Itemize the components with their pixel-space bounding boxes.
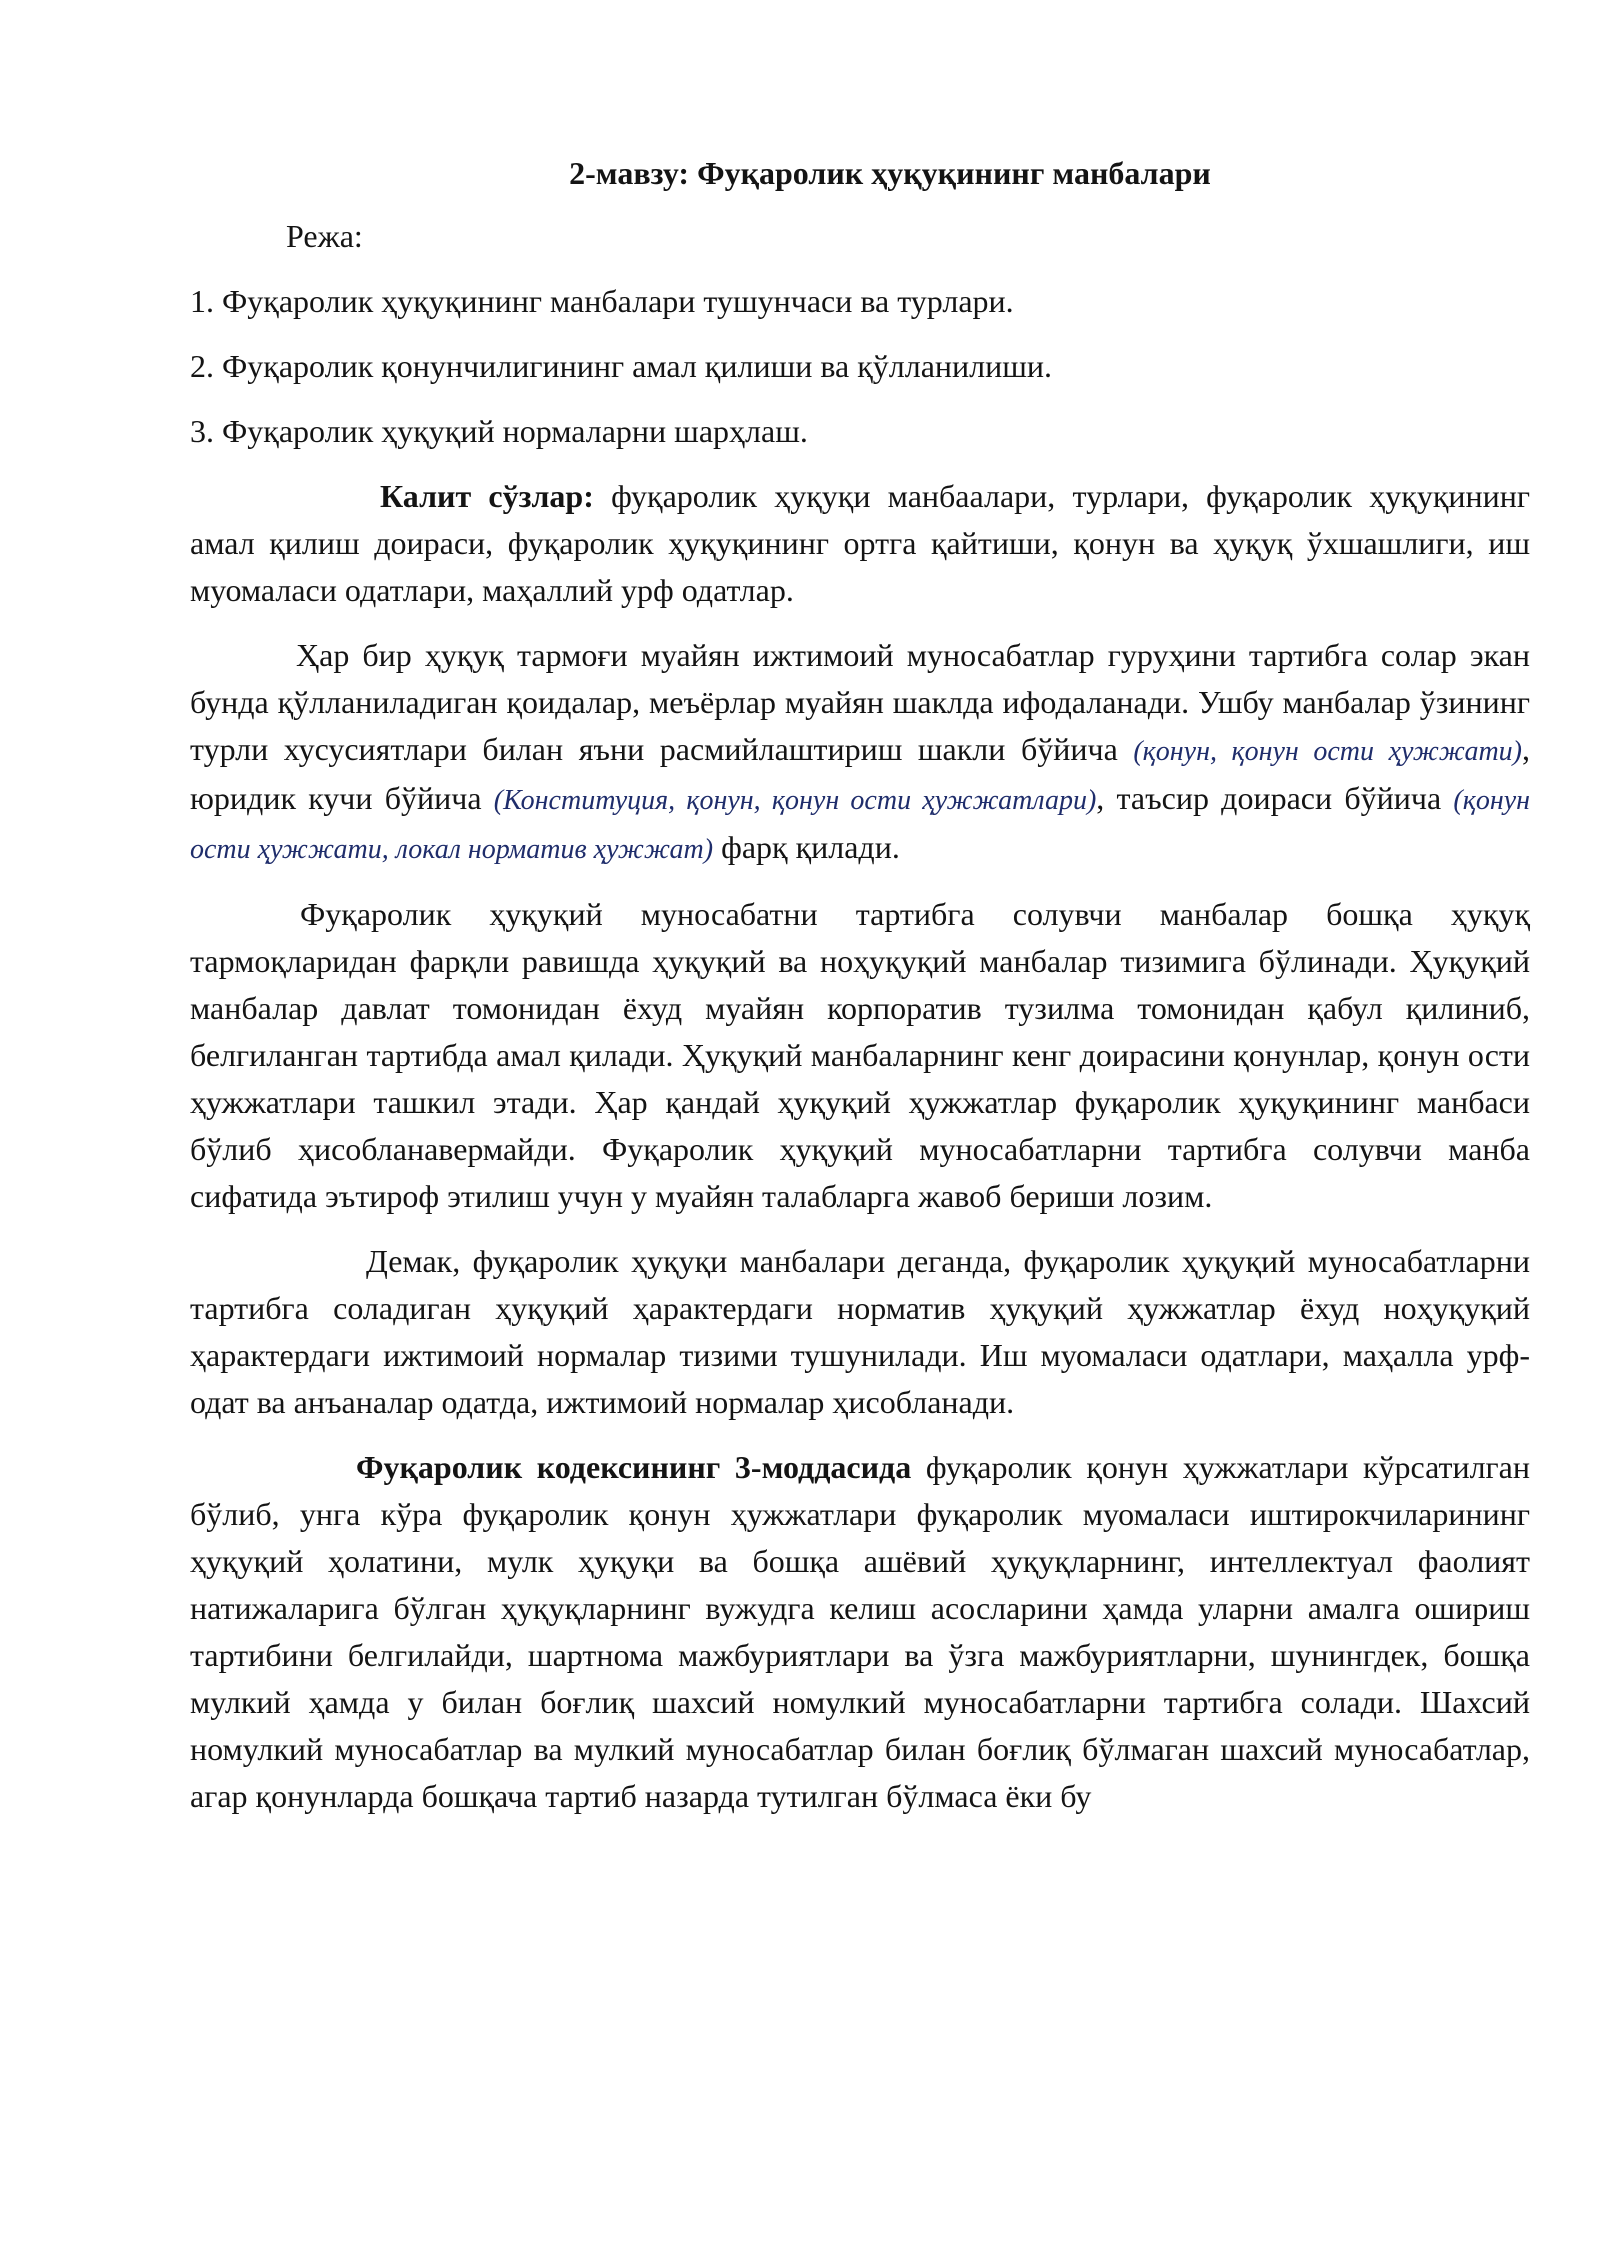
plan-heading: Режа: xyxy=(286,218,363,254)
keywords-text: фуқаролик ҳуқуқи манбаалари, турлари, фуқаролик ҳуқуқининг амал қилиш доираси, фуқаролик ҳуқуқининг ортга қайтиши, қонун ва ҳуқуқ ўхшашлиги, иш муомаласи одатлари, маҳаллий урф одатлар. xyxy=(190,478,1531,608)
plan-item-3: 3. Фуқаролик ҳуқуқий нормаларни шарҳлаш. xyxy=(190,413,808,449)
paragraph-1-text-d: фарқ қилади. xyxy=(713,829,900,865)
plan-item-1: 1. Фуқаролик ҳуқуқининг манбалари тушунчаси ва турлари. xyxy=(190,283,1014,319)
paragraph-4 xyxy=(190,1444,1530,1820)
paragraph-1-note-2: (Конституция, қонун, қонун ости ҳужжатлари) xyxy=(493,785,1097,816)
paragraph-2: Фуқаролик ҳуқуқий муносабатни тартибга солувчи манбалар бошқа ҳуқуқ тармоқларидан фарқли равишда ҳуқуқий ва ноҳуқуқий манбалар тизимига бўлинади. Ҳуқуқий манбалар давлат томонидан ёхуд муайян корпоратив тузилма томонидан қабул қилиниб, белгиланган тартибда амал қилади. Ҳуқуқий манбаларнинг кенг доирасини қонунлар, қонун ости ҳужжатлари ташкил этади. Ҳар қандай ҳуқуқий ҳужжатлар фуқаролик ҳуқуқининг манбаси бўлиб ҳисобланавермайди. Фуқаролик ҳуқуқий муносабатларни тартибга солувчи манба сифатида эътироф этилиш учун у муайян талабларга жавоб бериши лозим. xyxy=(190,896,1530,1214)
paragraph-1-text-b: , юридик кучи бўйича xyxy=(190,731,1530,816)
document-page xyxy=(190,150,1530,1838)
paragraph-4-lead: Фуқаролик кодексининг 3-моддасида xyxy=(356,1449,912,1485)
document-title: 2-мавзу: Фуқаролик ҳуқуқининг манбалари xyxy=(569,155,1211,191)
paragraph-3: Демак, фуқаролик ҳуқуқи манбалари деганда, фуқаролик ҳуқуқий муносабатларни тартибга соладиган ҳуқуқий ҳарактердаги норматив ҳуқуқий ҳужжатлар ёхуд ноҳуқуқий ҳарактердаги ижтимоий нормалар тизими тушунилади. Иш муомаласи одатлари, маҳалла урф-одат ва анъаналар одатда, ижтимоий нормалар ҳисобланади. xyxy=(190,1243,1530,1420)
keywords-paragraph xyxy=(190,473,1530,614)
keywords-label: Калит сўзлар: xyxy=(380,478,594,514)
plan-item-2: 2. Фуқаролик қонунчилигининг амал қилиши ва қўлланилиши. xyxy=(190,348,1053,384)
paragraph-4-text: фуқаролик қонун ҳужжатлари кўрсатилган бўлиб, унга кўра фуқаролик қонун ҳужжатлари фуқаролик муомаласи иштирокчиларининг ҳуқуқий ҳолатини, мулк ҳуқуқи ва бошқа ашёвий ҳуқуқларнинг, интеллектуал фаолият натижаларига бўлган ҳуқуқларнинг вужудга келиш асосларини ҳамда уларни амалга ошириш тартибини белгилайди, шартнома мажбуриятлари ва ўзга мажбуриятларни, шунингдек, бошқа мулкий ҳамда у билан боғлиқ шахсий номулкий муносабатларни тартибга солади. Шахсий номулкий муносабатлар ва мулкий муносабатлар билан боғлиқ бўлмаган шахсий муносабатлар, агар қонунларда бошқача тартиб назарда тутилган бўлмаса ёки бу xyxy=(190,1449,1531,1814)
paragraph-1-note-3: (қонун ости ҳужжати, локал норматив ҳужжат) xyxy=(190,785,1531,865)
paragraph-1-text-a: Ҳар бир ҳуқуқ тармоғи муайян ижтимоий муносабатлар гуруҳини тартибга солар экан бунда қўлланиладиган қоидалар, меъёрлар муайян шаклда ифодаланади. Ушбу манбалар ўзининг турли хусусиятлари билан яъни расмийлаштириш шакли бўйича xyxy=(190,637,1530,767)
paragraph-1-text-c: , таъсир доираси бўйича xyxy=(1096,780,1454,816)
paragraph-1 xyxy=(190,632,1530,873)
paragraph-1-note-1: (қонун, қонун ости ҳужжати) xyxy=(1133,736,1522,767)
